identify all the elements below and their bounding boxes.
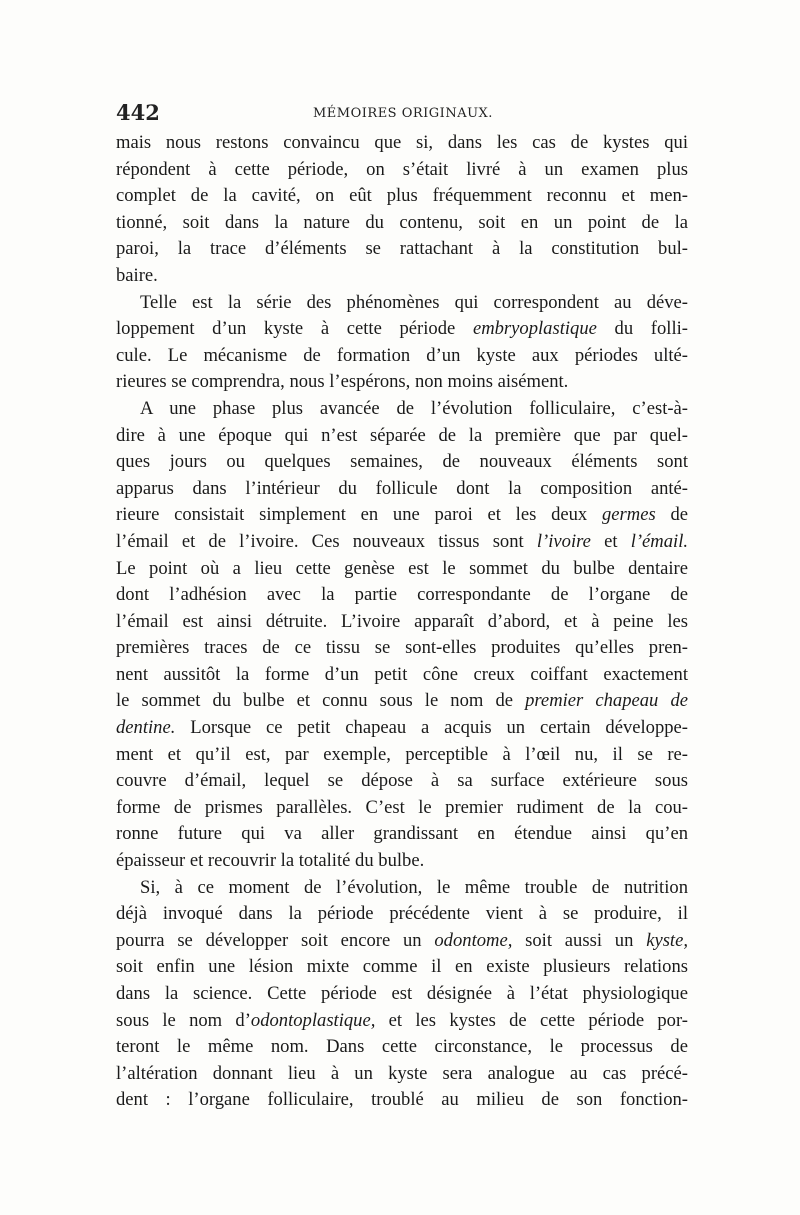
page-number: 442	[116, 100, 160, 125]
text-line: dans la science. Cette période est désignée à l’état physiologique	[116, 983, 688, 1004]
text-line: tionné, soit dans la nature du contenu, soit en un point de la	[116, 211, 688, 233]
text-line: l’émail et de l’ivoire. Ces nouveaux tissus sont l’ivoire et l’émail.	[116, 530, 689, 552]
text-line: baire.	[116, 264, 158, 286]
text-line: dire à une époque qui n’est séparée de la première que par quel-	[116, 424, 688, 446]
text-line: ronne future qui va aller grandissant en étendue ainsi qu’en	[116, 823, 688, 845]
text-line: le sommet du bulbe et connu sous le nom de premier chapeau de	[116, 690, 688, 712]
text-line: nent aussitôt la forme d’un petit cône creux coiffant exactement	[116, 663, 688, 685]
text-line: épaisseur et recouvrir la totalité du bulbe.	[116, 850, 425, 872]
text-line: Le point où a lieu cette genèse est le sommet du bulbe dentaire	[116, 557, 688, 579]
text-line: rieures se comprendra, nous l’espérons, non moins aisément.	[116, 371, 569, 393]
text-line: dent : l’organe folliculaire, troublé au milieu de son fonction-	[116, 1089, 688, 1111]
text-line: dentine. Lorsque ce petit chapeau a acquis un certain développe-	[116, 717, 688, 739]
text-line: complet de la cavité, on eût plus fréquemment reconnu et men-	[116, 185, 688, 207]
text-line: couvre d’émail, lequel se dépose à sa surface extérieure sous	[116, 770, 688, 792]
text-line: répondent à cette période, on s’était livré à un examen plus	[116, 158, 688, 180]
text-line: cule. Le mécanisme de formation d’un kyste aux périodes ulté-	[116, 344, 688, 366]
text-line: premières traces de ce tissu se sont-elles produites qu’elles pren-	[116, 637, 688, 659]
text-line: A une phase plus avancée de l’évolution folliculaire, c’est-à-	[140, 397, 688, 419]
text-line: ques jours ou quelques semaines, de nouveaux éléments sont	[116, 451, 688, 473]
text-line: paroi, la trace d’éléments se rattachant à la constitution bul-	[116, 238, 688, 260]
text-line: dont l’adhésion avec la partie correspondante de l’organe de	[116, 584, 688, 606]
text-line: teront le même nom. Dans cette circonstance, le processus de	[116, 1036, 688, 1058]
text-line: Telle est la série des phénomènes qui correspondent au déve-	[140, 291, 688, 313]
text-line: forme de prismes parallèles. C’est le premier rudiment de la cou-	[116, 796, 688, 818]
page-header	[116, 100, 688, 126]
text-line: mais nous restons convaincu que si, dans les cas de kystes qui	[116, 132, 688, 153]
text-line: apparus dans l’intérieur du follicule dont la composition anté-	[116, 477, 688, 499]
text-line: ment et qu’il est, par exemple, perceptible à l’œil nu, il se re-	[116, 743, 688, 765]
text-line: l’émail est ainsi détruite. L’ivoire apparaît d’abord, et à peine les	[116, 610, 688, 632]
text-line: déjà invoqué dans la période précédente vient à se produire, il	[116, 903, 688, 925]
running-title: MÉMOIRES ORIGINAUX.	[313, 106, 493, 121]
text-line: soit enfin une lésion mixte comme il en existe plusieurs relations	[116, 956, 688, 978]
body-text	[116, 130, 688, 1114]
text-line: sous le nom d’odontoplastique, et les kystes de cette période por-	[116, 1009, 688, 1031]
text-line: rieure consistait simplement en une paroi et les deux germes de	[116, 504, 688, 526]
text-line: pourra se développer soit encore un odontome, soit aussi un kyste,	[116, 929, 688, 951]
text-line: loppement d’un kyste à cette période embryoplastique du folli-	[116, 318, 688, 340]
text-line: l’altération donnant lieu à un kyste sera analogue au cas précé-	[116, 1062, 688, 1084]
text-line: Si, à ce moment de l’évolution, le même trouble de nutrition	[140, 876, 688, 898]
